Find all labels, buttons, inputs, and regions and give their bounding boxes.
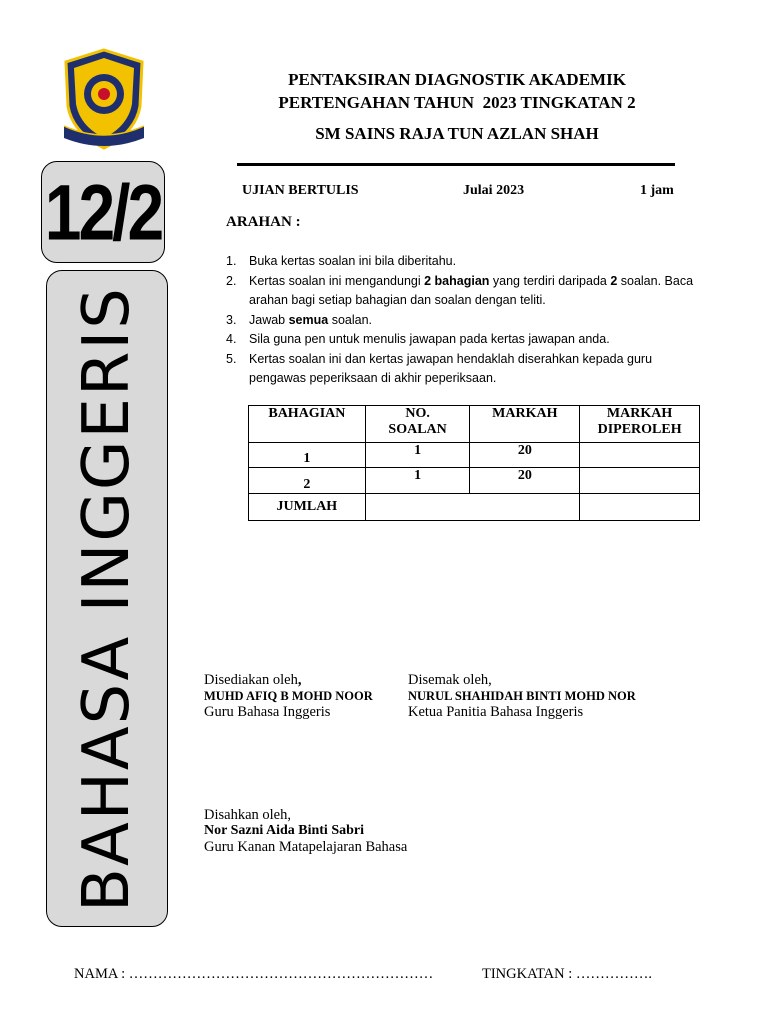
total-label: JUMLAH xyxy=(249,494,366,521)
header-markah: MARKAH xyxy=(470,406,580,443)
school-crest-icon xyxy=(60,48,148,152)
instruction-item: 1. Buka kertas soalan ini bila diberitahu. xyxy=(226,254,457,268)
school-name: SM SAINS RAJA TUN AZLAN SHAH xyxy=(315,124,599,143)
table-row: 1 1 20 xyxy=(249,443,700,468)
checked-by-block: Disemak oleh, NURUL SHAHIDAH BINTI MOHD NOR Ketua Panitia Bahasa Inggeris xyxy=(408,672,636,720)
exam-title-line2: PERTENGAHAN TAHUN 2023 TINGKATAN 2 xyxy=(278,93,636,112)
score-cell[interactable] xyxy=(580,443,700,468)
total-blank xyxy=(365,494,579,521)
table-header-row xyxy=(249,406,700,443)
header-divider xyxy=(237,163,675,166)
exam-month: Julai 2023 xyxy=(463,183,525,198)
preparer-role: Guru Bahasa Inggeris xyxy=(204,704,331,720)
prepared-by-block: Disediakan oleh, MUHD AFIQ B MOHD NOOR Guru Bahasa Inggeris xyxy=(204,672,373,720)
table-row: 2 1 20 xyxy=(249,468,700,494)
instructions-title: ARAHAN : xyxy=(226,214,301,230)
name-field[interactable]: NAMA : ……………………………………………………… xyxy=(74,966,434,982)
instruction-item: 5. Kertas soalan ini dan kertas jawapan hendaklah diserahkan kepada guru pengawas peperiksaan di akhir peperiksaan. xyxy=(226,351,653,385)
header-bahagian: BAHAGIAN xyxy=(249,406,366,443)
instructions-list xyxy=(226,252,706,389)
instruction-item: 2. Kertas soalan ini mengandungi 2 bahagian yang terdiri daripada 2 soalan. Baca arahan bagi setiap bahagian dan soalan dengan teliti. xyxy=(226,273,694,307)
total-score-cell[interactable] xyxy=(580,494,700,521)
checker-name: NURUL SHAHIDAH BINTI MOHD NOR xyxy=(408,689,636,703)
exam-title-line1: PENTAKSIRAN DIAGNOSTIK AKADEMIK xyxy=(288,70,626,89)
paper-code: 12/2 xyxy=(44,167,162,257)
instruction-item: 3. Jawab semua soalan. xyxy=(226,312,372,327)
instruction-item: 4. Sila guna pen untuk menulis jawapan pada kertas jawapan anda. xyxy=(226,332,610,346)
approved-by-block: Disahkan oleh, Nor Sazni Aida Binti Sabri Guru Kanan Matapelajaran Bahasa xyxy=(204,807,408,855)
score-cell[interactable] xyxy=(580,468,700,494)
subject-name: BAHASA INGGERIS xyxy=(70,285,144,912)
preparer-name: MUHD AFIQ B MOHD NOOR xyxy=(204,689,373,703)
marks-table xyxy=(248,405,700,521)
header-markah-diperoleh: MARKAH DIPEROLEH xyxy=(580,406,700,443)
paper-code-box xyxy=(41,161,165,263)
exam-type: UJIAN BERTULIS xyxy=(242,183,359,198)
class-field[interactable]: TINGKATAN : ……………. xyxy=(482,966,653,982)
subject-box xyxy=(46,270,168,927)
exam-duration: 1 jam xyxy=(640,183,674,198)
table-total-row xyxy=(249,494,700,521)
approver-role: Guru Kanan Matapelajaran Bahasa xyxy=(204,839,408,855)
header-no-soalan: NO. SOALAN xyxy=(365,406,470,443)
checker-role: Ketua Panitia Bahasa Inggeris xyxy=(408,704,584,720)
approver-name: Nor Sazni Aida Binti Sabri xyxy=(204,823,365,838)
